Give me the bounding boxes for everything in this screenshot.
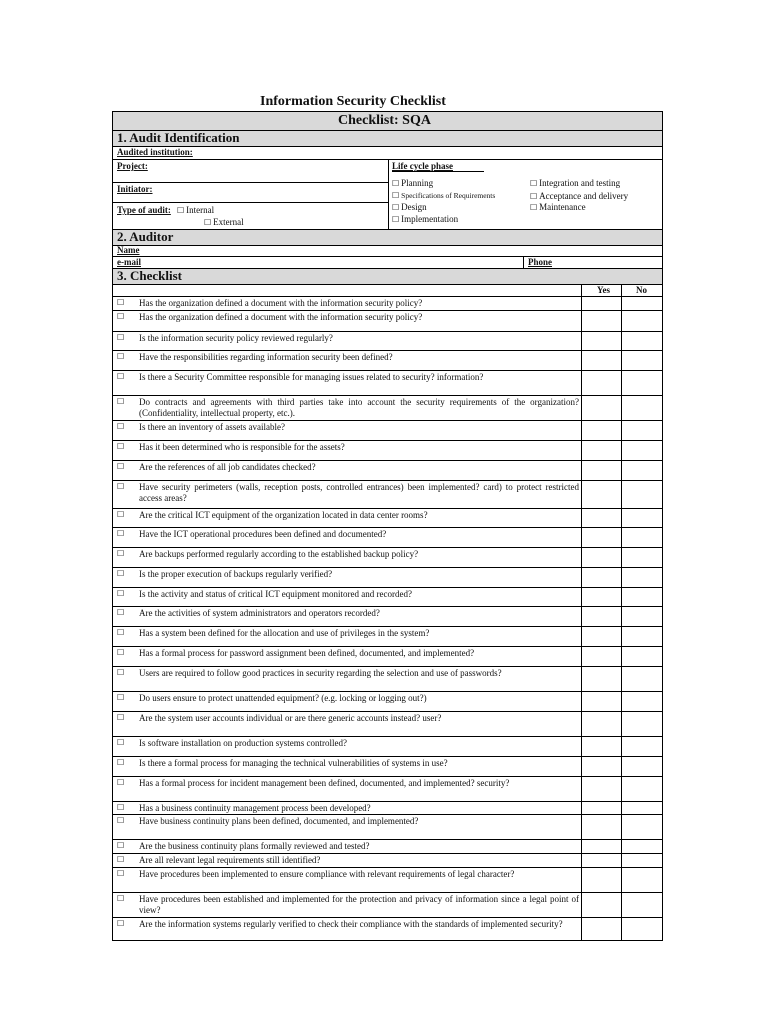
project-label[interactable]: Project: — [117, 161, 148, 171]
checkbox-icon[interactable]: ☐ — [530, 192, 538, 201]
yes-cell[interactable] — [582, 310, 621, 331]
question-text: Are the system user accounts individual or are there generic accounts instead? user? — [139, 713, 442, 723]
no-cell[interactable] — [622, 370, 662, 395]
phase-acceptance[interactable]: ☐ Acceptance and delivery — [530, 191, 629, 201]
yes-cell[interactable] — [582, 508, 621, 527]
life-cycle-phase-label: Life cycle phase — [392, 161, 453, 171]
auditor-email-label[interactable]: e-mail — [117, 257, 141, 267]
question-text: Is the proper execution of backups regularly verified? — [139, 569, 333, 579]
yes-cell[interactable] — [582, 331, 621, 350]
checkbox-icon[interactable]: ☐ — [117, 648, 125, 657]
phase-implementation[interactable]: ☐ Implementation — [392, 214, 459, 224]
question-text: Have the ICT operational procedures been defined and documented? — [139, 529, 387, 539]
divider — [112, 202, 388, 203]
no-cell[interactable] — [622, 480, 662, 508]
table-row — [112, 350, 663, 370]
yes-cell[interactable] — [582, 370, 621, 395]
section3-band — [113, 269, 662, 284]
divider — [112, 245, 663, 246]
table-row — [112, 867, 663, 892]
checkbox-icon[interactable]: ☐ — [117, 778, 125, 787]
checkbox-icon[interactable]: ☐ — [117, 529, 125, 538]
yes-cell[interactable] — [582, 296, 621, 310]
no-cell[interactable] — [622, 867, 662, 892]
section2-band — [113, 230, 662, 245]
checkbox-icon[interactable]: ☐ — [117, 841, 125, 850]
no-cell[interactable] — [622, 839, 662, 853]
phase-integration[interactable]: ☐ Integration and testing — [530, 178, 621, 188]
table-row — [112, 508, 663, 527]
table-row — [112, 547, 663, 567]
question-text: Is the activity and status of critical ICT equipment monitored and recorded? — [139, 589, 412, 599]
question-text: Have procedures been implemented to ensure compliance with relevant requirements of legal character? — [139, 869, 515, 879]
no-cell[interactable] — [622, 331, 662, 350]
no-cell[interactable] — [622, 567, 662, 587]
phase-planning[interactable]: ☐ Planning — [392, 178, 434, 188]
table-row — [112, 527, 663, 547]
yes-cell[interactable] — [582, 666, 621, 691]
table-row — [112, 370, 663, 395]
table-row — [112, 420, 663, 440]
yes-cell[interactable] — [582, 606, 621, 626]
no-cell[interactable] — [622, 587, 662, 606]
yes-cell[interactable] — [582, 646, 621, 666]
checkbox-icon[interactable]: ☐ — [392, 215, 400, 224]
question-text: Has the organization defined a document with the information security policy? — [139, 298, 423, 308]
checkbox-icon[interactable]: ☐ — [117, 816, 125, 825]
question-text: Has a business continuity management process been developed? — [139, 803, 371, 813]
question-text: Are the references of all job candidates checked? — [139, 462, 316, 472]
question-text: Have security perimeters (walls, reception posts, controlled entrances) been implemented? card) to protect restricted access areas? — [139, 482, 579, 503]
table-row — [112, 736, 663, 756]
question-text: Are the information systems regularly verified to check their compliance with the standards of implemented security? — [139, 919, 563, 929]
yes-cell[interactable] — [582, 691, 621, 711]
checkbox-icon[interactable]: ☐ — [117, 869, 125, 878]
checkbox-icon[interactable]: ☐ — [530, 179, 538, 188]
checkbox-icon[interactable]: ☐ — [117, 549, 125, 558]
question-text: Is there a Security Committee responsible for managing issues related to security? information? — [139, 372, 484, 382]
no-cell[interactable] — [622, 626, 662, 646]
yes-cell[interactable] — [582, 440, 621, 460]
yes-cell[interactable] — [582, 892, 621, 917]
checkbox-icon[interactable]: ☐ — [117, 919, 125, 928]
question-text: Is software installation on production systems controlled? — [139, 738, 347, 748]
question-text: Is the information security policy reviewed regularly? — [139, 333, 333, 343]
yes-cell[interactable] — [582, 350, 621, 370]
checkbox-icon[interactable]: ☐ — [117, 510, 125, 519]
question-text: Users are required to follow good practices in security regarding the selection and use of passwords? — [139, 668, 502, 678]
no-cell[interactable] — [622, 776, 662, 801]
checkbox-icon[interactable]: ☐ — [117, 608, 125, 617]
yes-cell[interactable] — [582, 917, 621, 941]
checkbox-icon[interactable]: ☐ — [392, 203, 400, 212]
no-cell[interactable] — [622, 606, 662, 626]
initiator-label[interactable]: Initiator: — [117, 184, 153, 194]
table-row — [112, 460, 663, 480]
table-row — [112, 814, 663, 839]
yes-cell[interactable] — [582, 756, 621, 776]
no-cell[interactable] — [622, 460, 662, 480]
yes-cell[interactable] — [582, 587, 621, 606]
checkbox-icon[interactable]: ☐ — [117, 372, 125, 381]
table-row — [112, 801, 663, 814]
table-row — [112, 646, 663, 666]
yes-cell[interactable] — [582, 480, 621, 508]
table-row — [112, 711, 663, 736]
table-row — [112, 567, 663, 587]
yes-cell[interactable] — [582, 853, 621, 867]
yes-cell[interactable] — [582, 460, 621, 480]
question-text: Do contracts and agreements with third parties take into account the security requirements of the organization? (Confidentiality, intellectual property, etc.). — [139, 397, 579, 418]
table-row — [112, 691, 663, 711]
section1-heading: 1. Audit Identification — [117, 130, 240, 145]
table-row — [112, 917, 663, 941]
no-cell[interactable] — [622, 547, 662, 567]
table-row — [112, 440, 663, 460]
checkbox-icon[interactable]: ☐ — [117, 713, 125, 722]
table-row — [112, 666, 663, 691]
checkbox-icon[interactable]: ☐ — [117, 422, 125, 431]
checkbox-icon[interactable]: ☐ — [117, 312, 125, 321]
type-internal-option[interactable]: ☐ Internal — [177, 205, 215, 215]
table-row — [112, 587, 663, 606]
no-cell[interactable] — [622, 814, 662, 839]
yes-cell[interactable] — [582, 567, 621, 587]
question-text: Are the business continuity plans formally reviewed and tested? — [139, 841, 370, 851]
auditor-name-label[interactable]: Name — [117, 245, 140, 255]
question-text: Is there an inventory of assets available? — [139, 422, 285, 432]
yes-cell[interactable] — [582, 801, 621, 814]
question-text: Is there a formal process for managing the technical vulnerabilities of systems in use? — [139, 758, 448, 768]
checkbox-icon[interactable]: ☐ — [117, 668, 125, 677]
table-row — [112, 839, 663, 853]
question-text: Has the organization defined a document with the information security policy? — [139, 312, 423, 322]
no-cell[interactable] — [622, 666, 662, 691]
no-cell[interactable] — [622, 917, 662, 941]
yes-cell[interactable] — [582, 626, 621, 646]
question-text: Are all relevant legal requirements still identified? — [139, 855, 321, 865]
checkbox-icon[interactable]: ☐ — [117, 352, 125, 361]
question-text: Have the responsibilities regarding information security been defined? — [139, 352, 393, 362]
auditor-phone-label[interactable]: Phone — [528, 257, 553, 267]
phase-specifications[interactable]: ☐ Specifications of Requirements — [392, 191, 496, 200]
yes-cell[interactable] — [582, 736, 621, 756]
divider — [112, 256, 663, 257]
checkbox-icon[interactable]: ☐ — [117, 803, 125, 812]
no-cell[interactable] — [622, 691, 662, 711]
checkbox-icon[interactable]: ☐ — [117, 462, 125, 471]
checkbox-icon[interactable]: ☐ — [392, 191, 400, 200]
checkbox-icon[interactable]: ☐ — [530, 203, 538, 212]
yes-cell[interactable] — [582, 814, 621, 839]
question-text: Has it been determined who is responsible for the assets? — [139, 442, 345, 452]
section2-heading: 2. Auditor — [117, 229, 174, 244]
audited-institution-label: Audited institution: — [117, 147, 193, 157]
document-title: Information Security Checklist — [260, 94, 516, 113]
checklist-header: Checklist: SQA — [338, 113, 431, 128]
checkbox-icon[interactable]: ☐ — [117, 569, 125, 578]
checkbox-icon[interactable]: ☐ — [117, 693, 125, 702]
table-row — [112, 892, 663, 917]
no-cell[interactable] — [622, 711, 662, 736]
question-text: Are the critical ICT equipment of the organization located in data center rooms? — [139, 510, 428, 520]
question-text: Has a system been defined for the allocation and use of privileges in the system? — [139, 628, 430, 638]
no-cell[interactable] — [622, 395, 662, 420]
checkbox-icon[interactable]: ☐ — [117, 589, 125, 598]
table-row — [112, 296, 663, 310]
no-cell[interactable] — [622, 646, 662, 666]
question-text: Has a formal process for incident management been defined, documented, and implemented? security? — [139, 778, 510, 788]
table-row — [112, 606, 663, 626]
table-row — [112, 310, 663, 331]
no-cell[interactable] — [622, 420, 662, 440]
checkbox-icon[interactable]: ☐ — [117, 855, 125, 864]
no-cell[interactable] — [622, 296, 662, 310]
divider — [112, 146, 663, 147]
table-row — [112, 776, 663, 801]
yes-cell[interactable] — [582, 395, 621, 420]
table-row — [112, 331, 663, 350]
checkbox-icon[interactable]: ☐ — [392, 179, 400, 188]
divider — [392, 171, 484, 172]
type-of-audit-label: Type of audit: — [117, 205, 171, 215]
checkbox-icon[interactable]: ☐ — [117, 628, 125, 637]
checkbox-icon[interactable]: ☐ — [117, 758, 125, 767]
question-text: Have procedures been established and implemented for the protection and privacy of information since a legal point of view? — [139, 894, 579, 915]
yes-cell[interactable] — [582, 547, 621, 567]
question-text: Are backups performed regularly according to the established backup policy? — [139, 549, 419, 559]
no-cell[interactable] — [622, 736, 662, 756]
no-cell[interactable] — [622, 801, 662, 814]
yes-cell[interactable] — [582, 839, 621, 853]
question-text: Has a formal process for password assignment been defined, documented, and implemented? — [139, 648, 475, 658]
phase-design[interactable]: ☐ Design — [392, 202, 427, 212]
yes-cell[interactable] — [582, 867, 621, 892]
col-yes-header: Yes — [597, 285, 610, 295]
yes-cell[interactable] — [582, 776, 621, 801]
divider — [112, 182, 388, 183]
col-no-header: No — [636, 285, 647, 295]
question-text: Do users ensure to protect unattended equipment? (e.g. locking or logging out?) — [139, 693, 427, 703]
no-cell[interactable] — [622, 508, 662, 527]
no-cell[interactable] — [622, 350, 662, 370]
table-row — [112, 756, 663, 776]
no-cell[interactable] — [622, 756, 662, 776]
yes-cell[interactable] — [582, 420, 621, 440]
yes-cell[interactable] — [582, 527, 621, 547]
checkbox-icon[interactable]: ☐ — [117, 738, 125, 747]
table-row — [112, 395, 663, 420]
question-text: Are the activities of system administrators and operators recorded? — [139, 608, 380, 618]
no-cell[interactable] — [622, 853, 662, 867]
no-cell[interactable] — [622, 527, 662, 547]
checkbox-icon[interactable]: ☐ — [117, 333, 125, 342]
table-row — [112, 853, 663, 867]
no-cell[interactable] — [622, 440, 662, 460]
table-row — [112, 480, 663, 508]
yes-cell[interactable] — [582, 711, 621, 736]
question-text: Have business continuity plans been defined, documented, and implemented? — [139, 816, 419, 826]
no-cell[interactable] — [622, 310, 662, 331]
section3-heading: 3. Checklist — [117, 268, 182, 283]
checkbox-icon[interactable]: ☐ — [117, 894, 125, 903]
checkbox-icon[interactable]: ☐ — [177, 206, 185, 215]
checkbox-icon[interactable]: ☐ — [204, 218, 212, 227]
type-external-option[interactable]: ☐ External — [204, 217, 244, 227]
checkbox-icon[interactable]: ☐ — [117, 442, 125, 451]
checkbox-icon[interactable]: ☐ — [117, 397, 125, 406]
table-row — [112, 626, 663, 646]
checkbox-icon[interactable]: ☐ — [117, 482, 125, 491]
divider — [388, 159, 389, 229]
no-cell[interactable] — [622, 892, 662, 917]
divider — [523, 256, 524, 268]
checkbox-icon[interactable]: ☐ — [117, 298, 125, 307]
phase-maintenance[interactable]: ☐ Maintenance — [530, 202, 586, 212]
